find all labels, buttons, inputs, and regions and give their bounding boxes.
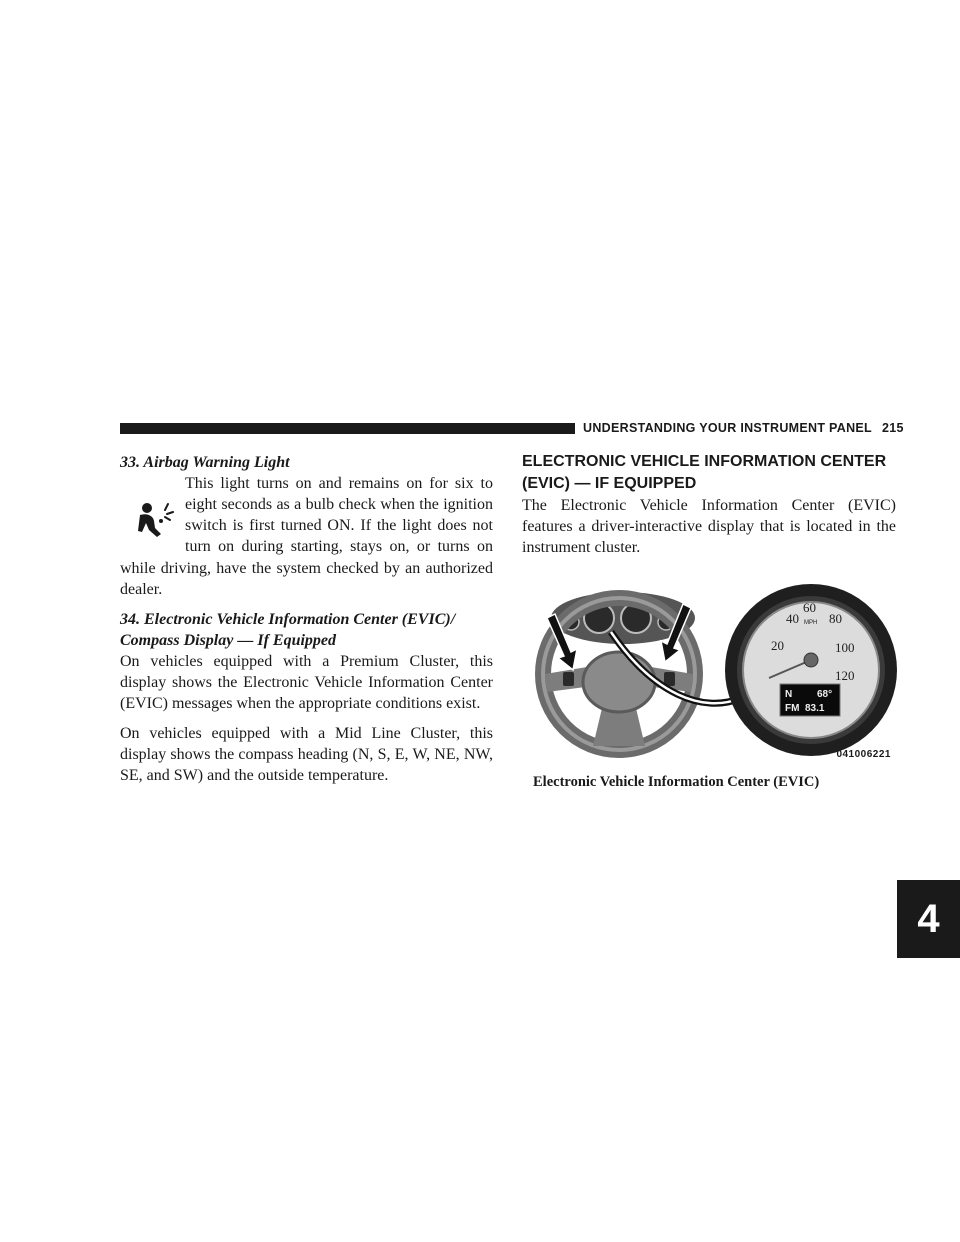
svg-text:FM: FM (785, 703, 800, 714)
svg-text:60: 60 (803, 600, 816, 615)
running-header (583, 421, 904, 435)
item-34-title-line2: Compass Display — If Equipped (120, 632, 337, 649)
svg-text:83.1: 83.1 (805, 703, 825, 714)
premium-cluster-paragraph: On vehicles equipped with a Premium Cluster, this display shows the Electronic Vehicle Information Center (EVIC) messages when the appropriate conditions exist. (120, 653, 493, 712)
item-33-line: turn on during starting, stays on, or turns on (185, 538, 493, 555)
item-33-title: 33. Airbag Warning Light (120, 454, 290, 471)
svg-text:MPH: MPH (804, 620, 818, 626)
svg-text:120: 120 (835, 668, 855, 683)
left-column (120, 452, 493, 786)
evic-intro-paragraph: The Electronic Vehicle Information Center (EVIC) features a driver-interactive display that is located in the instrument cluster. (522, 497, 896, 556)
right-column (522, 451, 896, 558)
svg-text:20: 20 (771, 638, 784, 653)
item-34-title-line1: 34. Electronic Vehicle Information Center (EVIC)/ (120, 611, 456, 628)
svg-text:80: 80 (829, 611, 842, 626)
chapter-tab: 4 (897, 880, 960, 958)
svg-text:100: 100 (835, 640, 855, 655)
item-33-line: This light turns on and remains on for six to (185, 475, 493, 492)
item-33-line: switch is first turned ON. If the light does not (185, 517, 493, 534)
evic-figure (533, 574, 897, 762)
item-33-rest: while driving, have the system checked by an authorized dealer. (120, 560, 493, 598)
section-heading-line2: (EVIC) — IF EQUIPPED (522, 475, 697, 492)
item-33-wrapped-text (120, 473, 493, 558)
svg-text:40: 40 (786, 611, 799, 626)
airbag-warning-icon (134, 501, 174, 541)
steering-wheel-and-cluster-illustration (533, 574, 897, 762)
figure-caption: Electronic Vehicle Information Center (EVIC) (533, 774, 820, 790)
item-33-line: eight seconds as a bulb check when the ignition (185, 496, 493, 513)
header-rule (120, 423, 575, 434)
section-heading-line1: ELECTRONIC VEHICLE INFORMATION CENTER (522, 453, 887, 470)
svg-text:N: N (785, 689, 793, 700)
page-number: 215 (881, 421, 904, 435)
figure-code: 041006221 (836, 749, 891, 760)
midline-cluster-paragraph: On vehicles equipped with a Mid Line Cluster, this display shows the compass heading (N, S, E, W, NE, NW, SE, and SW) and the outside temperature. (120, 725, 493, 784)
svg-text:68°: 68° (817, 689, 833, 700)
header-title: UNDERSTANDING YOUR INSTRUMENT PANEL (583, 421, 872, 435)
